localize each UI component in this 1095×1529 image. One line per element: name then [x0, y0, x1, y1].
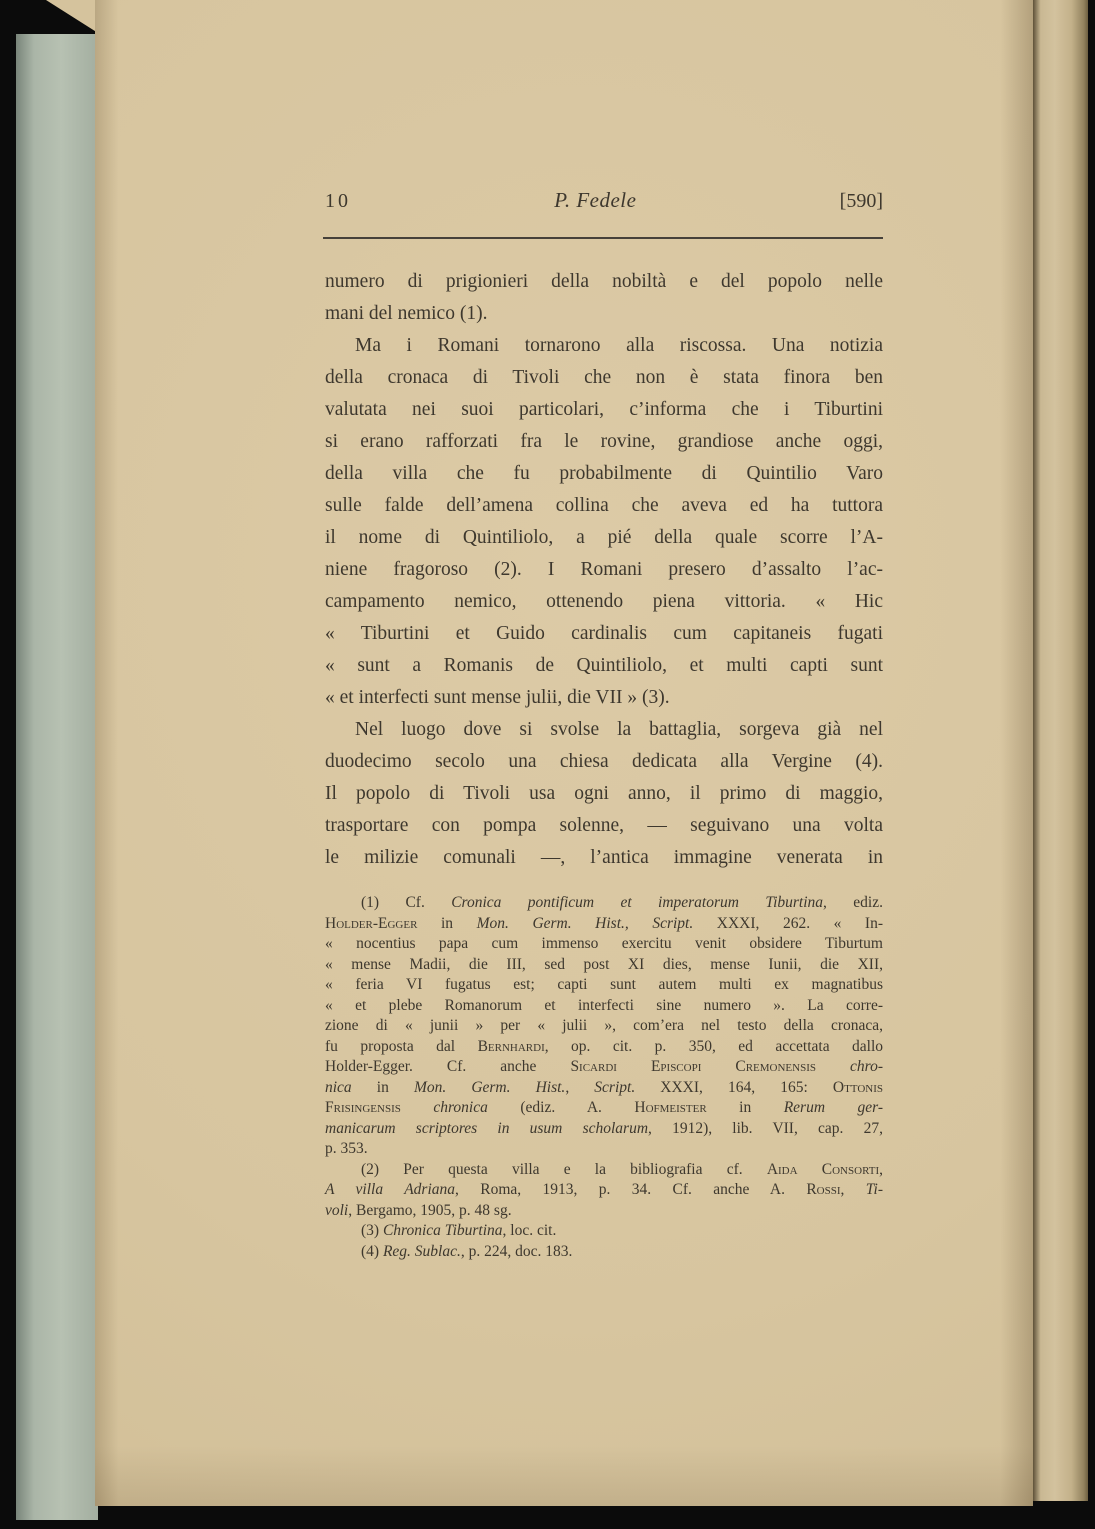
text-line	[325, 330, 883, 362]
text-run: , 1912), lib. VII, cap. 27,	[648, 1119, 883, 1137]
text-run: ,	[840, 1181, 866, 1198]
text-run: le milizie comunali —, l’antica immagine venerata in	[325, 847, 883, 868]
text-run: Nel luogo dove si svolse la battaglia, sorgeva già nel	[355, 719, 883, 740]
text-run: fu proposta dal	[325, 1037, 478, 1055]
italic-text: chronica	[433, 1099, 488, 1116]
page-number: 10	[325, 190, 351, 212]
italic-text: A villa Adriana	[325, 1181, 455, 1198]
text-line	[325, 1037, 883, 1058]
text-run: numero di prigionieri della nobiltà e del popolo nelle	[325, 271, 883, 292]
text-line	[325, 426, 883, 458]
text-run: della cronaca di Tivoli che non è stata finora ben	[325, 367, 883, 388]
page-header	[325, 188, 883, 213]
column-number: [590]	[839, 190, 883, 212]
text-line	[325, 893, 883, 914]
text-run: niene fragoroso (2). I Romani presero d’assalto l’ac-	[325, 559, 883, 580]
text-line	[325, 1016, 883, 1037]
text-line	[325, 394, 883, 426]
text-run: Holder-Egger. Cf. anche	[325, 1058, 571, 1075]
text-run: Ma i Romani tornarono alla riscossa. Una notizia	[355, 335, 883, 356]
text-line	[325, 266, 883, 298]
italic-text: Chronica Tiburtina	[382, 1222, 503, 1239]
text-run: trasportare con pompa solenne, — seguivano una volta	[325, 815, 883, 836]
text-line	[325, 842, 883, 874]
text-run: XXXI, 262. « In-	[693, 914, 883, 932]
text-run: , ediz.	[823, 894, 883, 911]
smallcaps-text: Aida Consorti	[766, 1160, 880, 1178]
text-run: zione di « junii » per « julii », com’era nel testo della cronaca,	[325, 1017, 883, 1034]
text-run: (4)	[361, 1242, 383, 1260]
smallcaps-text: Hofmeister	[634, 1099, 707, 1116]
text-run	[401, 1099, 433, 1116]
text-run: ,	[565, 1078, 595, 1096]
text-line	[325, 1180, 883, 1201]
text-run: , Bergamo, 1905, p. 48 sg.	[348, 1201, 512, 1219]
text-line	[325, 1119, 883, 1140]
text-run: valutata nei suoi particolari, c’informa che i Tiburtini	[325, 399, 883, 420]
text-line	[325, 490, 883, 522]
text-run: Il popolo di Tivoli usa ogni anno, il primo di maggio,	[325, 783, 883, 804]
text-run: « et plebe Romanorum et interfecti sine numero ». La corre-	[325, 996, 883, 1014]
text-run: (1) Cf.	[361, 894, 452, 911]
text-run: « et interfecti sunt mense julii, die VII » (3).	[325, 687, 670, 708]
text-run: « feria VI fugatus est; capti sunt autem multi ex magnatibus	[325, 976, 883, 993]
text-run: campamento nemico, ottenendo piena vittoria. « Hic	[325, 591, 883, 612]
text-line	[325, 955, 883, 976]
text-line	[325, 1221, 883, 1242]
text-line	[325, 554, 883, 586]
header-rule	[323, 237, 883, 239]
text-line	[325, 1201, 883, 1222]
text-run: mani del nemico (1).	[325, 303, 488, 324]
smallcaps-text: Holder-Egger	[325, 914, 418, 932]
text-line	[325, 298, 883, 330]
text-line	[325, 1139, 883, 1160]
text-run: XXXI, 164, 165:	[635, 1078, 833, 1096]
text-run: il nome di Quintiliolo, a pié della quale scorre l’A-	[325, 527, 883, 548]
paragraph	[325, 893, 883, 1160]
italic-text: Mon. Germ. Hist., Script.	[476, 914, 694, 932]
text-run: duodecimo secolo una chiesa dedicata alla Vergine (4).	[325, 751, 883, 772]
body-text	[325, 266, 883, 874]
text-run: p. 353.	[325, 1140, 368, 1157]
text-line	[325, 996, 883, 1017]
text-line	[325, 746, 883, 778]
italic-text: chro-	[850, 1058, 883, 1075]
smallcaps-text: Bernhardi	[477, 1037, 545, 1055]
italic-text: Mon. Germ. Hist.	[413, 1078, 566, 1096]
paragraph	[325, 1160, 883, 1222]
italic-text: Script.	[594, 1078, 636, 1096]
text-run: della villa che fu probabilmente di Quintilio Varo	[325, 463, 883, 484]
text-line	[325, 458, 883, 490]
text-run: (2) Per questa villa e la bibliografia cf.	[361, 1160, 767, 1178]
text-run: si erano rafforzati fra le rovine, grandiose anche oggi,	[325, 431, 883, 452]
text-line	[325, 1057, 883, 1078]
text-line	[325, 1242, 883, 1263]
text-run: , op. cit. p. 350, ed accettata dallo	[544, 1037, 884, 1055]
text-run: , p. 224, doc. 183.	[460, 1242, 573, 1260]
smallcaps-text: Ottonis	[832, 1078, 883, 1096]
adjacent-page-edge	[1033, 0, 1088, 1501]
smallcaps-text: Rossi	[806, 1181, 841, 1198]
text-line	[325, 714, 883, 746]
text-run: , loc. cit.	[502, 1222, 557, 1239]
italic-text: Ti-	[865, 1181, 883, 1198]
italic-text: manicarum scriptores in usum scholarum	[325, 1119, 649, 1137]
text-line	[325, 934, 883, 955]
smallcaps-text: Frisingensis	[325, 1099, 401, 1116]
text-run: , Roma, 1913, p. 34. Cf. anche A.	[455, 1181, 807, 1198]
running-title: P. Fedele	[554, 188, 637, 212]
italic-text: Rerum ger-	[783, 1099, 884, 1116]
text-line	[325, 1078, 883, 1099]
paragraph	[325, 1242, 883, 1263]
text-run	[816, 1058, 850, 1075]
text-line	[325, 522, 883, 554]
paragraph	[325, 714, 883, 874]
text-run: « mense Madii, die III, sed post XI dies, mense Iunii, die XII,	[325, 955, 883, 973]
text-line	[325, 618, 883, 650]
italic-text: voli	[325, 1201, 349, 1219]
text-line	[325, 682, 883, 714]
smallcaps-text: Sicardi Episcopi Cremonensis	[570, 1058, 816, 1075]
text-run: in	[351, 1078, 414, 1096]
scanned-page	[95, 0, 1033, 1506]
text-run: sulle falde dell’amena collina che aveva ed ha tuttora	[325, 495, 883, 516]
italic-text: nica	[325, 1078, 352, 1096]
text-run: « nocentius papa cum immenso exercitu venit obsidere Tiburtum	[325, 935, 883, 952]
text-run: « Tiburtini et Guido cardinalis cum capitaneis fugati	[325, 623, 883, 644]
text-run: in	[706, 1099, 784, 1116]
text-line	[325, 810, 883, 842]
text-run: ,	[879, 1160, 884, 1178]
text-line	[325, 975, 883, 996]
text-line	[325, 914, 883, 935]
text-line	[325, 778, 883, 810]
paragraph	[325, 1221, 883, 1242]
paragraph	[325, 330, 883, 714]
text-run: in	[417, 914, 477, 932]
text-line	[325, 650, 883, 682]
footnotes	[325, 893, 883, 1262]
text-run: (3)	[361, 1222, 383, 1239]
paragraph	[325, 266, 883, 330]
book-binding-edge	[16, 34, 98, 1520]
text-run: (ediz. A.	[487, 1099, 635, 1116]
text-line	[325, 586, 883, 618]
italic-text: Reg. Sublac.	[382, 1242, 461, 1260]
text-run: « sunt a Romanis de Quintiliolo, et multi capti sunt	[325, 655, 883, 676]
text-line	[325, 1098, 883, 1119]
text-line	[325, 1160, 883, 1181]
text-line	[325, 362, 883, 394]
italic-text: Cronica pontificum et imperatorum Tiburtina	[451, 894, 824, 911]
